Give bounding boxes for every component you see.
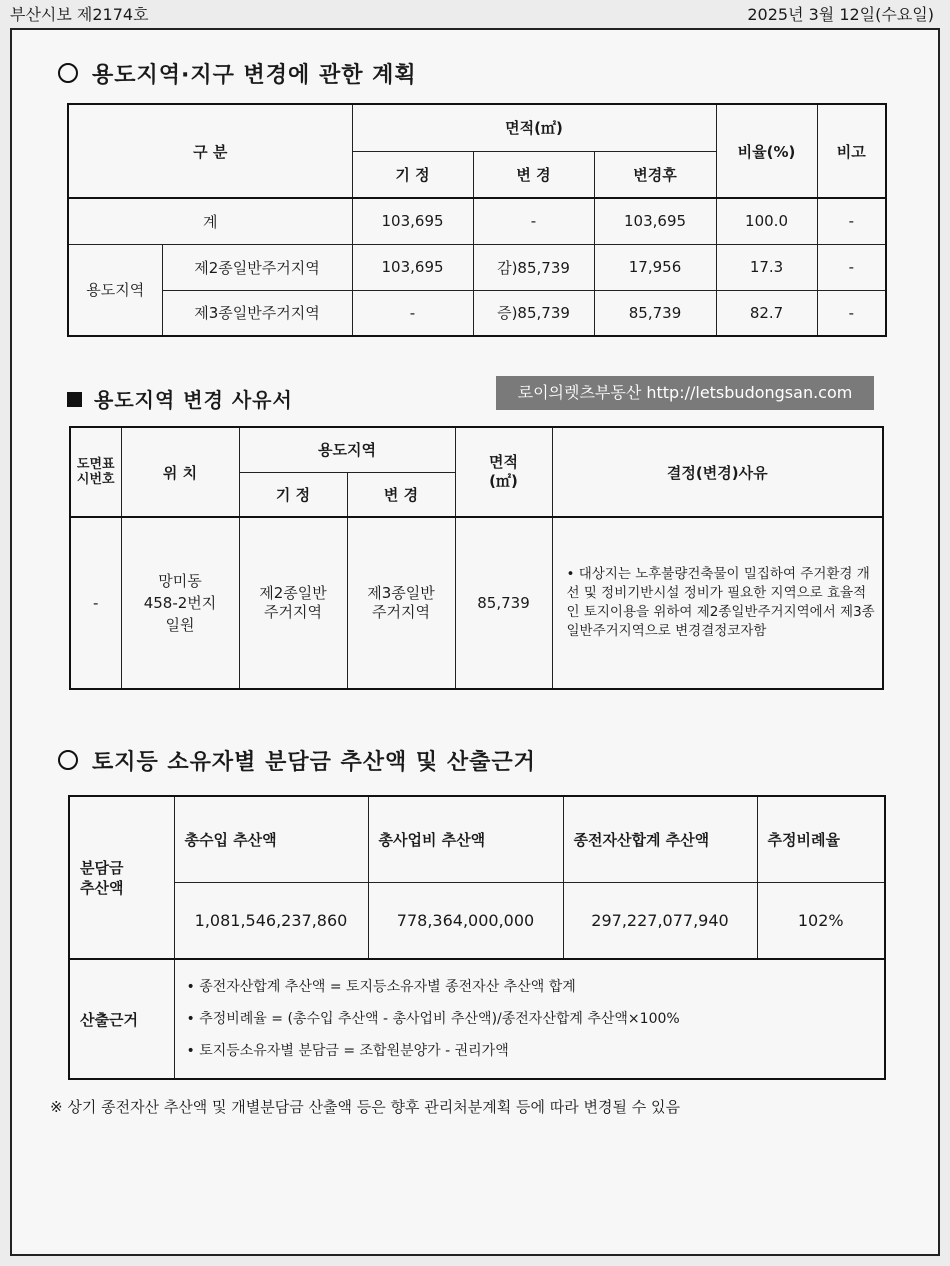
basis-line: • 종전자산합계 추산액 = 토지등소유자별 종전자산 추산액 합계: [186, 979, 576, 995]
existing-zone-cell: 제2종일반 주거지역: [239, 517, 347, 689]
basis-line: • 토지등소유자별 분담금 = 조합원분양가 - 권리가액: [186, 1043, 509, 1059]
table-row-total: [68, 198, 886, 244]
gazette-header: [0, 0, 950, 28]
header-location: 위 치: [121, 427, 239, 517]
cell: 증)85,739: [473, 290, 594, 336]
ratio-cell: 102%: [757, 882, 885, 959]
cell: -: [473, 198, 594, 244]
cell: 82.7: [716, 290, 817, 336]
header-existing: 기 정: [239, 472, 347, 517]
square-bullet-icon: [67, 392, 82, 407]
circle-bullet-icon: [58, 63, 78, 83]
table-row: [70, 517, 883, 689]
zone-group-label: 용도지역: [68, 244, 162, 336]
header-category: 구 분: [68, 104, 352, 198]
row-label: 제3종일반주거지역: [162, 290, 352, 336]
header-area: 면적(㎡): [455, 427, 552, 517]
watermark-label: 로이의렛츠부동산 http://letsbudongsan.com: [496, 376, 874, 410]
header-revenue: 총수입 추산액: [174, 796, 368, 882]
cell: -: [817, 198, 886, 244]
changed-zone-cell: 제3종일반 주거지역: [347, 517, 455, 689]
header-note: 비고: [817, 104, 886, 198]
total-label: 계: [68, 198, 352, 244]
map-no-cell: -: [70, 517, 121, 689]
section2-title: 용도지역 변경 사유서: [67, 384, 293, 413]
zoning-reason-table: [69, 426, 884, 690]
header-cost: 총사업비 추산액: [368, 796, 563, 882]
table-row: [69, 882, 885, 959]
cell: 100.0: [716, 198, 817, 244]
area-cell: 85,739: [455, 517, 552, 689]
table-row: [68, 290, 886, 336]
table-row: [69, 959, 885, 1079]
basis-label: 산출근거: [69, 959, 174, 1079]
zoning-change-table: [67, 103, 887, 337]
cell: 85,739: [594, 290, 716, 336]
cell: 103,695: [352, 198, 473, 244]
reason-cell: • 대상지는 노후불량건축물이 밀집하여 주거환경 개선 및 정비기반시설 정비가 필요한 지역으로 효율적인 토지이용을 위하여 제2종일반주거지역에서 제3종일반주거지역으로 변경결정코자함: [552, 517, 883, 689]
cell: 17,956: [594, 244, 716, 290]
contribution-label: 분담금 추산액: [69, 796, 174, 959]
prior-assets-cell: 297,227,077,940: [563, 882, 757, 959]
contribution-estimate-table: [68, 795, 886, 1080]
header-change: 변 경: [347, 472, 455, 517]
cell: 감)85,739: [473, 244, 594, 290]
cell: -: [352, 290, 473, 336]
gazette-date: 2025년 3월 12일(수요일): [747, 5, 934, 24]
cell: 17.3: [716, 244, 817, 290]
cell: 103,695: [352, 244, 473, 290]
header-ratio: 비율(%): [716, 104, 817, 198]
table-row: [68, 244, 886, 290]
header-existing: 기 정: [352, 151, 473, 198]
footnote: ※ 상기 종전자산 추산액 및 개별분담금 산출액 등은 향후 관리처분계획 등에 따라 변경될 수 있음: [50, 1098, 680, 1116]
revenue-cell: 1,081,546,237,860: [174, 882, 368, 959]
basis-cell: [174, 959, 885, 1079]
header-map-no: 도면표시번호: [70, 427, 121, 517]
location-cell: 망미동 458-2번지 일원: [121, 517, 239, 689]
header-prior-assets: 종전자산합계 추산액: [563, 796, 757, 882]
header-after: 변경후: [594, 151, 716, 198]
circle-bullet-icon: [58, 750, 78, 770]
section1-title: 용도지역·지구 변경에 관한 계획: [58, 58, 417, 89]
basis-line: • 추정비례율 = (총수입 추산액 - 총사업비 추산액)/종전자산합계 추산액×100%: [186, 1011, 680, 1027]
section3-title: 토지등 소유자별 분담금 추산액 및 산출근거: [58, 745, 536, 776]
cost-cell: 778,364,000,000: [368, 882, 563, 959]
header-area: 면적(㎡): [352, 104, 716, 151]
header-zone: 용도지역: [239, 427, 455, 472]
header-ratio: 추정비례율: [757, 796, 885, 882]
cell: -: [817, 244, 886, 290]
cell: -: [817, 290, 886, 336]
header-reason: 결정(변경)사유: [552, 427, 883, 517]
header-change: 변 경: [473, 151, 594, 198]
row-label: 제2종일반주거지역: [162, 244, 352, 290]
gazette-issue: 부산시보 제2174호: [10, 5, 149, 24]
cell: 103,695: [594, 198, 716, 244]
